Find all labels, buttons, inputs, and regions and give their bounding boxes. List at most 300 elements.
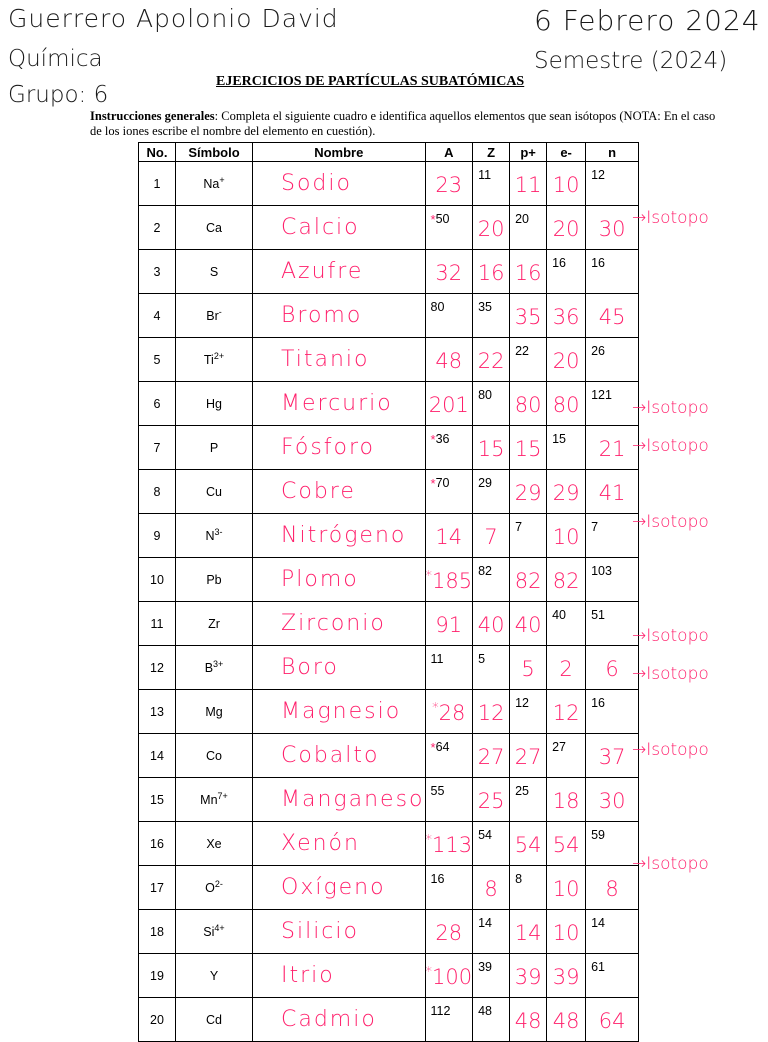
element-name: Zirconio <box>281 611 386 636</box>
cell-n <box>586 162 639 206</box>
header-no: No. <box>139 143 176 162</box>
cell-e-value: 10 <box>552 172 580 197</box>
cell-z-value: 12 <box>477 700 505 725</box>
element-symbol: P <box>209 440 219 455</box>
cell-a <box>425 338 473 382</box>
cell-a-value: 28 <box>435 920 463 945</box>
cell-no <box>139 954 176 998</box>
cell-name <box>253 426 426 470</box>
cell-n-value: 12 <box>591 168 605 182</box>
cell-e <box>547 954 586 998</box>
ion-charge: + <box>219 175 225 186</box>
cell-p <box>510 294 547 338</box>
cell-e <box>547 866 586 910</box>
cell-e <box>547 294 586 338</box>
cell-no <box>139 690 176 734</box>
cell-e <box>547 338 586 382</box>
element-symbol: Si <box>203 925 215 940</box>
element-symbol: Mn <box>200 793 218 808</box>
row-number: 15 <box>150 792 164 807</box>
cell-e <box>547 206 586 250</box>
cell-n-value: 51 <box>591 608 605 622</box>
cell-p-value: 15 <box>514 436 542 461</box>
cell-n <box>586 250 639 294</box>
cell-n-value: 30 <box>598 216 626 241</box>
cell-a <box>425 954 473 998</box>
cell-a <box>425 910 473 954</box>
cell-n-value: 6 <box>605 656 619 681</box>
cell-z-value: 48 <box>478 1004 492 1018</box>
cell-p-value: 48 <box>514 1008 542 1033</box>
cell-z <box>473 954 510 998</box>
cell-a <box>425 866 473 910</box>
cell-n <box>586 866 639 910</box>
instructions <box>90 109 720 139</box>
cell-a <box>425 822 473 866</box>
cell-n <box>586 734 639 778</box>
element-name: Azufre <box>281 259 364 284</box>
cell-a-value: 48 <box>435 348 463 373</box>
cell-a-value: 50 <box>435 212 450 226</box>
cell-no <box>139 558 176 602</box>
cell-p-value: 25 <box>515 784 529 798</box>
cell-z-value: 27 <box>477 744 505 769</box>
cell-symbol <box>176 294 253 338</box>
header-a: A <box>425 143 473 162</box>
table-row <box>139 866 639 910</box>
cell-z <box>473 514 510 558</box>
cell-n-value: 59 <box>591 828 605 842</box>
element-name: Bromo <box>281 303 363 328</box>
cell-p <box>510 470 547 514</box>
element-symbol: Cd <box>206 1012 222 1027</box>
table-row <box>139 382 639 426</box>
row-number: 4 <box>153 308 161 323</box>
cell-no <box>139 910 176 954</box>
cell-n-value: 14 <box>591 916 605 930</box>
cell-symbol <box>176 470 253 514</box>
cell-p-value: 35 <box>514 304 542 329</box>
cell-n <box>586 690 639 734</box>
table-row <box>139 426 639 470</box>
cell-name <box>253 206 426 250</box>
cell-p-value: 8 <box>515 872 523 886</box>
cell-p-value: 39 <box>514 964 542 989</box>
cell-no <box>139 470 176 514</box>
element-name: Nitrógeno <box>281 523 407 548</box>
cell-n <box>586 646 639 690</box>
cell-n <box>586 910 639 954</box>
cell-e-value: 18 <box>552 788 580 813</box>
cell-z <box>473 822 510 866</box>
table-row <box>139 954 639 998</box>
cell-a-value: 185 <box>432 568 473 593</box>
cell-n-value: 7 <box>591 520 599 534</box>
cell-z-value: 54 <box>478 828 492 842</box>
cell-name <box>253 734 426 778</box>
row-number: 7 <box>153 440 161 455</box>
cell-n <box>586 470 639 514</box>
cell-p <box>510 382 547 426</box>
ion-charge: - <box>218 307 222 318</box>
cell-p-value: 29 <box>514 480 542 505</box>
cell-no <box>139 778 176 822</box>
cell-symbol <box>176 822 253 866</box>
element-name: Magnesio <box>281 699 402 724</box>
element-symbol: Ca <box>206 220 222 235</box>
cell-a <box>425 426 473 470</box>
cell-e-value: 10 <box>552 920 580 945</box>
cell-n-value: 16 <box>591 256 605 270</box>
cell-e-value: 12 <box>552 700 580 725</box>
cell-name <box>253 470 426 514</box>
cell-z <box>473 426 510 470</box>
cell-n-value: 103 <box>591 564 612 578</box>
row-number: 10 <box>150 572 164 587</box>
isotope-annotation: →Isotopo <box>632 740 709 760</box>
cell-z-value: 22 <box>477 348 505 373</box>
cell-n-value: 21 <box>598 436 626 461</box>
cell-e-value: 16 <box>552 256 566 270</box>
cell-name <box>253 558 426 602</box>
date-label: 6 Febrero 2024 <box>534 4 761 37</box>
cell-p-value: 20 <box>515 212 529 226</box>
cell-n <box>586 998 639 1042</box>
element-name: Manganeso <box>281 787 425 812</box>
cell-p <box>510 162 547 206</box>
cell-z-value: 7 <box>484 524 498 549</box>
table-row <box>139 690 639 734</box>
element-symbol: Pb <box>206 572 222 587</box>
element-symbol: Na <box>203 177 220 192</box>
cell-e <box>547 514 586 558</box>
cell-a <box>425 382 473 426</box>
element-name: Itrio <box>281 963 335 988</box>
table-row <box>139 822 639 866</box>
cell-a-value: 64 <box>435 740 450 754</box>
cell-z-value: 20 <box>477 216 505 241</box>
table-row <box>139 734 639 778</box>
instructions-text: : Completa el siguiente cuadro e identifica aquellos elementos que sean isótopos (NOTA: En el caso de los iones escribe el nombre del elemento en cuestión). <box>90 109 716 138</box>
isotope-annotation: →Isotopo <box>632 398 709 418</box>
cell-p-value: 80 <box>514 392 542 417</box>
header-z: Z <box>473 143 510 162</box>
ion-charge: 7+ <box>217 791 228 802</box>
cell-a <box>425 690 473 734</box>
cell-n-value: 30 <box>598 788 626 813</box>
semester-label: Semestre (2024) <box>534 48 728 74</box>
isotope-annotation: →Isotopo <box>632 208 709 228</box>
row-number: 9 <box>153 528 161 543</box>
cell-z-value: 15 <box>477 436 505 461</box>
cell-e <box>547 778 586 822</box>
cell-e-value: 15 <box>552 432 566 446</box>
student-name: Guerrero Apolonio David <box>8 4 339 33</box>
cell-name <box>253 382 426 426</box>
cell-e <box>547 426 586 470</box>
cell-e <box>547 558 586 602</box>
cell-name <box>253 514 426 558</box>
isotope-mark-icon: * <box>430 212 436 227</box>
ion-charge: 2- <box>214 879 223 890</box>
cell-a-value: 11 <box>430 652 444 666</box>
cell-p <box>510 778 547 822</box>
page-title: EJERCICIOS DE PARTÍCULAS SUBATÓMICAS <box>216 74 525 89</box>
element-symbol: Hg <box>206 396 222 411</box>
cell-symbol <box>176 778 253 822</box>
cell-a-value: 16 <box>430 872 445 886</box>
isotope-mark-icon: * <box>430 432 436 447</box>
cell-name <box>253 998 426 1042</box>
table-row <box>139 646 639 690</box>
cell-a <box>425 998 473 1042</box>
cell-z-value: 8 <box>484 876 498 901</box>
cell-z <box>473 250 510 294</box>
cell-p <box>510 338 547 382</box>
cell-n <box>586 954 639 998</box>
cell-a-value: 80 <box>430 300 445 314</box>
cell-e-value: 40 <box>552 608 566 622</box>
cell-n <box>586 426 639 470</box>
cell-no <box>139 426 176 470</box>
cell-e-value: 20 <box>552 348 580 373</box>
table-row <box>139 162 639 206</box>
cell-z-value: 25 <box>477 788 505 813</box>
cell-name <box>253 338 426 382</box>
cell-e <box>547 646 586 690</box>
cell-z <box>473 602 510 646</box>
row-number: 6 <box>153 396 161 411</box>
cell-a <box>425 778 473 822</box>
isotope-annotation: →Isotopo <box>632 626 709 646</box>
cell-symbol <box>176 998 253 1042</box>
row-number: 13 <box>150 704 164 719</box>
row-number: 19 <box>150 968 164 983</box>
cell-z <box>473 910 510 954</box>
ion-charge: 4+ <box>214 923 225 934</box>
table-row <box>139 294 639 338</box>
cell-z <box>473 558 510 602</box>
cell-symbol <box>176 910 253 954</box>
cell-a <box>425 162 473 206</box>
row-number: 16 <box>150 836 164 851</box>
header-name: Nombre <box>253 143 426 162</box>
cell-n-value: 8 <box>605 876 619 901</box>
row-number: 14 <box>150 748 164 763</box>
cell-p <box>510 250 547 294</box>
cell-no <box>139 646 176 690</box>
cell-symbol <box>176 690 253 734</box>
cell-e <box>547 822 586 866</box>
cell-z-value: 14 <box>478 916 492 930</box>
cell-z-value: 40 <box>477 612 505 637</box>
cell-symbol <box>176 954 253 998</box>
cell-p <box>510 910 547 954</box>
cell-no <box>139 162 176 206</box>
isotope-annotation: →Isotopo <box>632 436 709 456</box>
cell-e <box>547 250 586 294</box>
ion-charge: 3- <box>214 527 223 538</box>
cell-a <box>425 470 473 514</box>
cell-e-value: 39 <box>552 964 580 989</box>
row-number: 3 <box>153 264 161 279</box>
cell-p-value: 11 <box>514 172 542 197</box>
cell-n <box>586 822 639 866</box>
cell-z-value: 16 <box>477 260 505 285</box>
cell-n-value: 26 <box>591 344 605 358</box>
isotope-mark-icon: * <box>432 700 439 716</box>
cell-name <box>253 162 426 206</box>
table-row <box>139 470 639 514</box>
cell-a <box>425 646 473 690</box>
cell-p <box>510 558 547 602</box>
isotope-mark-icon: * <box>425 568 432 584</box>
cell-name <box>253 866 426 910</box>
element-symbol: Co <box>206 748 222 763</box>
cell-a-value: 36 <box>435 432 450 446</box>
cell-a-value: 23 <box>435 172 463 197</box>
cell-a-value: 91 <box>435 612 463 637</box>
cell-n <box>586 338 639 382</box>
cell-p-value: 82 <box>514 568 542 593</box>
cell-no <box>139 998 176 1042</box>
element-name: Cobre <box>281 479 356 504</box>
element-symbol: B <box>204 661 214 676</box>
cell-symbol <box>176 602 253 646</box>
cell-name <box>253 602 426 646</box>
cell-e-value: 48 <box>552 1008 580 1033</box>
cell-z <box>473 998 510 1042</box>
element-name: Fósforo <box>281 435 376 460</box>
cell-no <box>139 514 176 558</box>
element-name: Xenón <box>281 831 360 856</box>
cell-z-value: 80 <box>478 388 492 402</box>
table-row <box>139 998 639 1042</box>
element-name: Cobalto <box>281 743 380 768</box>
subatomic-table <box>138 142 639 1042</box>
cell-z <box>473 470 510 514</box>
element-name: Titanio <box>281 347 370 372</box>
element-name: Oxígeno <box>281 875 386 900</box>
row-number: 20 <box>150 1012 164 1027</box>
cell-symbol <box>176 162 253 206</box>
cell-symbol <box>176 250 253 294</box>
element-symbol: O <box>205 881 215 896</box>
cell-e-value: 2 <box>559 656 573 681</box>
cell-z <box>473 778 510 822</box>
cell-z <box>473 866 510 910</box>
cell-name <box>253 910 426 954</box>
cell-n <box>586 382 639 426</box>
cell-a-value: 14 <box>435 524 463 549</box>
cell-symbol <box>176 338 253 382</box>
cell-p <box>510 514 547 558</box>
cell-no <box>139 338 176 382</box>
cell-e-value: 54 <box>552 832 580 857</box>
cell-n-value: 64 <box>598 1008 626 1033</box>
cell-name <box>253 954 426 998</box>
cell-a-value: 28 <box>438 700 466 725</box>
header-p: p+ <box>510 143 547 162</box>
isotope-mark-icon: * <box>430 740 436 755</box>
element-name: Calcio <box>281 215 360 240</box>
cell-p <box>510 206 547 250</box>
cell-name <box>253 646 426 690</box>
row-number: 1 <box>153 176 161 191</box>
table-row <box>139 250 639 294</box>
element-name: Mercurio <box>281 391 393 416</box>
cell-e-value: 82 <box>552 568 580 593</box>
cell-symbol <box>176 646 253 690</box>
cell-z-value: 35 <box>478 300 492 314</box>
cell-e-value: 27 <box>552 740 566 754</box>
cell-e <box>547 162 586 206</box>
subject-label: Química <box>8 46 103 72</box>
cell-no <box>139 206 176 250</box>
cell-z <box>473 690 510 734</box>
header-e: e- <box>547 143 586 162</box>
cell-p-value: 14 <box>514 920 542 945</box>
row-number: 11 <box>150 616 164 631</box>
cell-n-value: 41 <box>598 480 626 505</box>
table-header-row <box>139 143 639 162</box>
cell-no <box>139 294 176 338</box>
cell-e-value: 20 <box>552 216 580 241</box>
isotope-annotation: →Isotopo <box>632 854 709 874</box>
element-name: Cadmio <box>281 1007 377 1032</box>
cell-symbol <box>176 206 253 250</box>
cell-p <box>510 954 547 998</box>
cell-e <box>547 602 586 646</box>
cell-a-value: 113 <box>432 832 473 857</box>
row-number: 17 <box>150 880 164 895</box>
cell-p-value: 16 <box>514 260 542 285</box>
table-row <box>139 338 639 382</box>
cell-p-value: 5 <box>521 656 535 681</box>
cell-e-value: 80 <box>552 392 580 417</box>
cell-a-value: 112 <box>430 1004 451 1018</box>
cell-p <box>510 690 547 734</box>
cell-n-value: 45 <box>598 304 626 329</box>
row-number: 12 <box>150 660 164 675</box>
cell-z-value: 11 <box>478 168 492 182</box>
cell-z <box>473 734 510 778</box>
cell-a <box>425 206 473 250</box>
cell-symbol <box>176 426 253 470</box>
cell-a <box>425 294 473 338</box>
cell-p-value: 12 <box>515 696 529 710</box>
cell-e-value: 29 <box>552 480 580 505</box>
cell-z-value: 5 <box>478 652 486 666</box>
element-symbol: S <box>209 264 219 279</box>
cell-e-value: 10 <box>552 876 580 901</box>
cell-e <box>547 734 586 778</box>
element-symbol: Ti <box>203 353 214 368</box>
cell-name <box>253 778 426 822</box>
cell-no <box>139 250 176 294</box>
cell-e-value: 10 <box>552 524 580 549</box>
cell-z-value: 39 <box>478 960 492 974</box>
isotope-annotation: →Isotopo <box>632 512 709 532</box>
cell-n <box>586 294 639 338</box>
isotope-mark-icon: * <box>430 476 436 491</box>
cell-n-value: 37 <box>598 744 626 769</box>
table-row <box>139 778 639 822</box>
cell-p <box>510 734 547 778</box>
cell-z-value: 82 <box>478 564 492 578</box>
cell-z <box>473 294 510 338</box>
cell-symbol <box>176 866 253 910</box>
